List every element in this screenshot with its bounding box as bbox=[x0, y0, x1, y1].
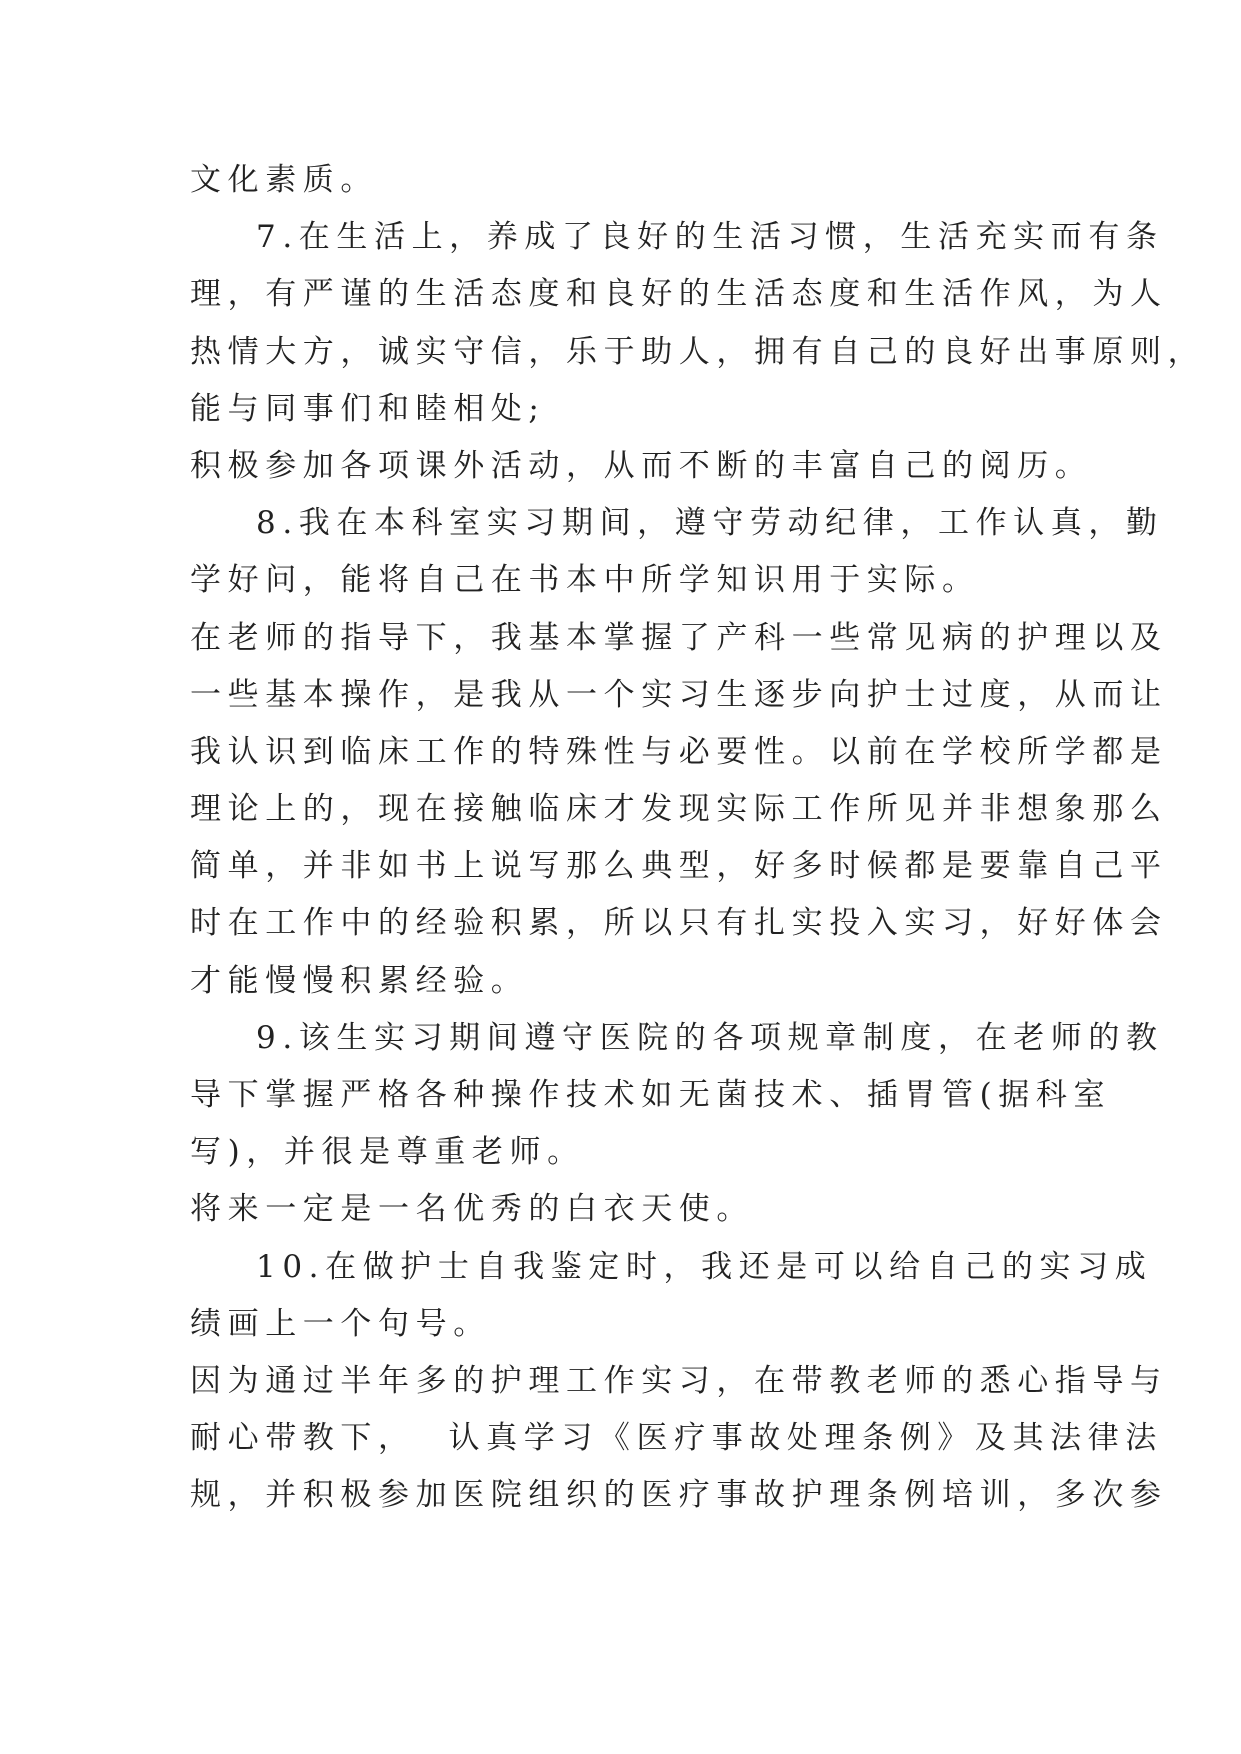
text-line: 9.该生实习期间遵守医院的各项规章制度，在老师的教 bbox=[256, 1019, 1164, 1056]
text-line: 一些基本操作，是我从一个实习生逐步向护士过度，从而让 bbox=[190, 676, 1168, 713]
text-line: 时在工作中的经验积累，所以只有扎实投入实习，好好体会 bbox=[190, 905, 1168, 942]
text-line: 理论上的，现在接触临床才发现实际工作所见并非想象那么 bbox=[190, 791, 1168, 828]
text-line: 将来一定是一名优秀的白衣天使。 bbox=[190, 1191, 754, 1228]
text-line: 在老师的指导下，我基本掌握了产科一些常见病的护理以及 bbox=[190, 619, 1168, 656]
text-line: 10.在做护士自我鉴定时，我还是可以给自己的实习成 bbox=[256, 1248, 1153, 1285]
text-line: 耐心带教下， 认真学习《医疗事故处理条例》及其法律法 bbox=[190, 1420, 1163, 1457]
text-line: 我认识到临床工作的特殊性与必要性。以前在学校所学都是 bbox=[190, 733, 1168, 770]
text-line: 理，有严谨的生活态度和良好的生活态度和生活作风，为人 bbox=[190, 276, 1168, 313]
text-line: 规，并积极参加医院组织的医疗事故护理条例培训，多次参 bbox=[190, 1477, 1168, 1514]
text-line: 绩画上一个句号。 bbox=[190, 1305, 491, 1342]
text-line: 8.我在本科室实习期间，遵守劳动纪律，工作认真，勤 bbox=[256, 505, 1164, 542]
text-line: 学好问，能将自己在书本中所学知识用于实际。 bbox=[190, 562, 980, 599]
text-line: 因为通过半年多的护理工作实习，在带教老师的悉心指导与 bbox=[190, 1362, 1168, 1399]
text-line: 文化素质。 bbox=[190, 162, 378, 198]
document-body bbox=[190, 152, 1206, 1525]
text-line: 才能慢慢积累经验。 bbox=[190, 962, 529, 999]
text-line: 能与同事们和睦相处; bbox=[190, 390, 546, 427]
text-line: 写)，并很是尊重老师。 bbox=[190, 1134, 585, 1171]
text-line: 7.在生活上，养成了良好的生活习惯，生活充实而有条 bbox=[256, 219, 1164, 256]
text-line: 热情大方，诚实守信，乐于助人，拥有自己的良好出事原则， bbox=[190, 333, 1206, 370]
text-line: 简单，并非如书上说写那么典型，好多时候都是要靠自己平 bbox=[190, 848, 1168, 885]
text-line: 积极参加各项课外活动，从而不断的丰富自己的阅历。 bbox=[190, 447, 1093, 484]
text-line: 导下掌握严格各种操作技术如无菌技术、插胃管(据科室 bbox=[190, 1077, 1112, 1113]
